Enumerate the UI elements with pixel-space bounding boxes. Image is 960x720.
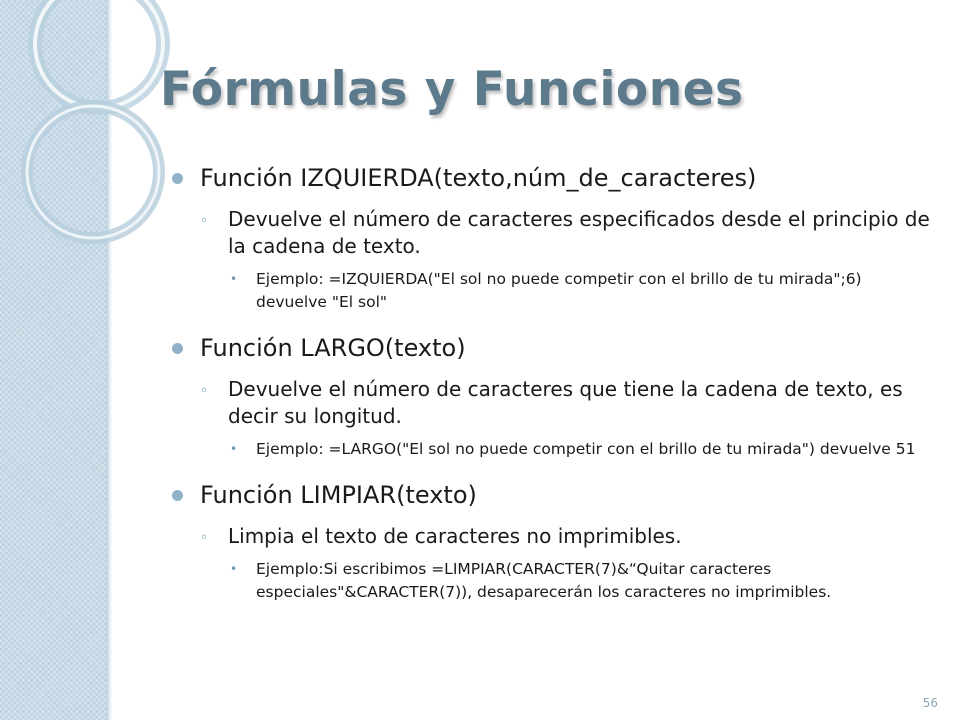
bullet-icon: [172, 343, 183, 354]
list-item-example: [172, 438, 932, 461]
function-heading: Función LIMPIAR(texto): [200, 481, 477, 509]
list-item-description: [172, 523, 932, 550]
page-number: 56: [922, 696, 938, 710]
function-example: Ejemplo: =IZQUIERDA("El sol no puede competir con el brillo de tu mirada";6) devuelve "El sol": [256, 270, 862, 311]
function-description: Limpia el texto de caracteres no imprimibles.: [228, 524, 682, 548]
bullet-list: [172, 162, 932, 604]
function-example: Ejemplo: =LARGO("El sol no puede competir con el brillo de tu mirada") devuelve 51: [256, 440, 916, 458]
slide-title: Fórmulas y Funciones: [160, 62, 744, 117]
ring-bullet-icon: ◦: [200, 383, 209, 399]
function-heading: Función IZQUIERDA(texto,núm_de_caracteres): [200, 164, 757, 192]
list-item-heading: [172, 332, 932, 364]
list-item-heading: [172, 162, 932, 194]
function-heading: Función LARGO(texto): [200, 334, 466, 362]
bullet-icon: [172, 490, 183, 501]
dot-bullet-icon: •: [230, 562, 238, 576]
bullet-icon: [172, 173, 183, 184]
ring-bullet-icon: ◦: [200, 530, 209, 546]
list-item-description: [172, 376, 932, 430]
list-item-example: [172, 558, 932, 604]
function-description: Devuelve el número de caracteres que tiene la cadena de texto, es decir su longitud.: [228, 377, 903, 428]
ring-bullet-icon: ◦: [200, 213, 209, 229]
dot-bullet-icon: •: [230, 442, 238, 456]
function-description: Devuelve el número de caracteres especificados desde el principio de la cadena de texto.: [228, 207, 930, 258]
dot-bullet-icon: •: [230, 272, 238, 286]
list-item-description: [172, 206, 932, 260]
list-item-example: [172, 268, 932, 314]
function-example: Ejemplo:Si escribimos =LIMPIAR(CARACTER(7)&“Quitar caracteres especiales"&CARACTER(7)), desaparecerán los caracteres no imprimibles.: [256, 560, 832, 601]
list-item-heading: [172, 479, 932, 511]
